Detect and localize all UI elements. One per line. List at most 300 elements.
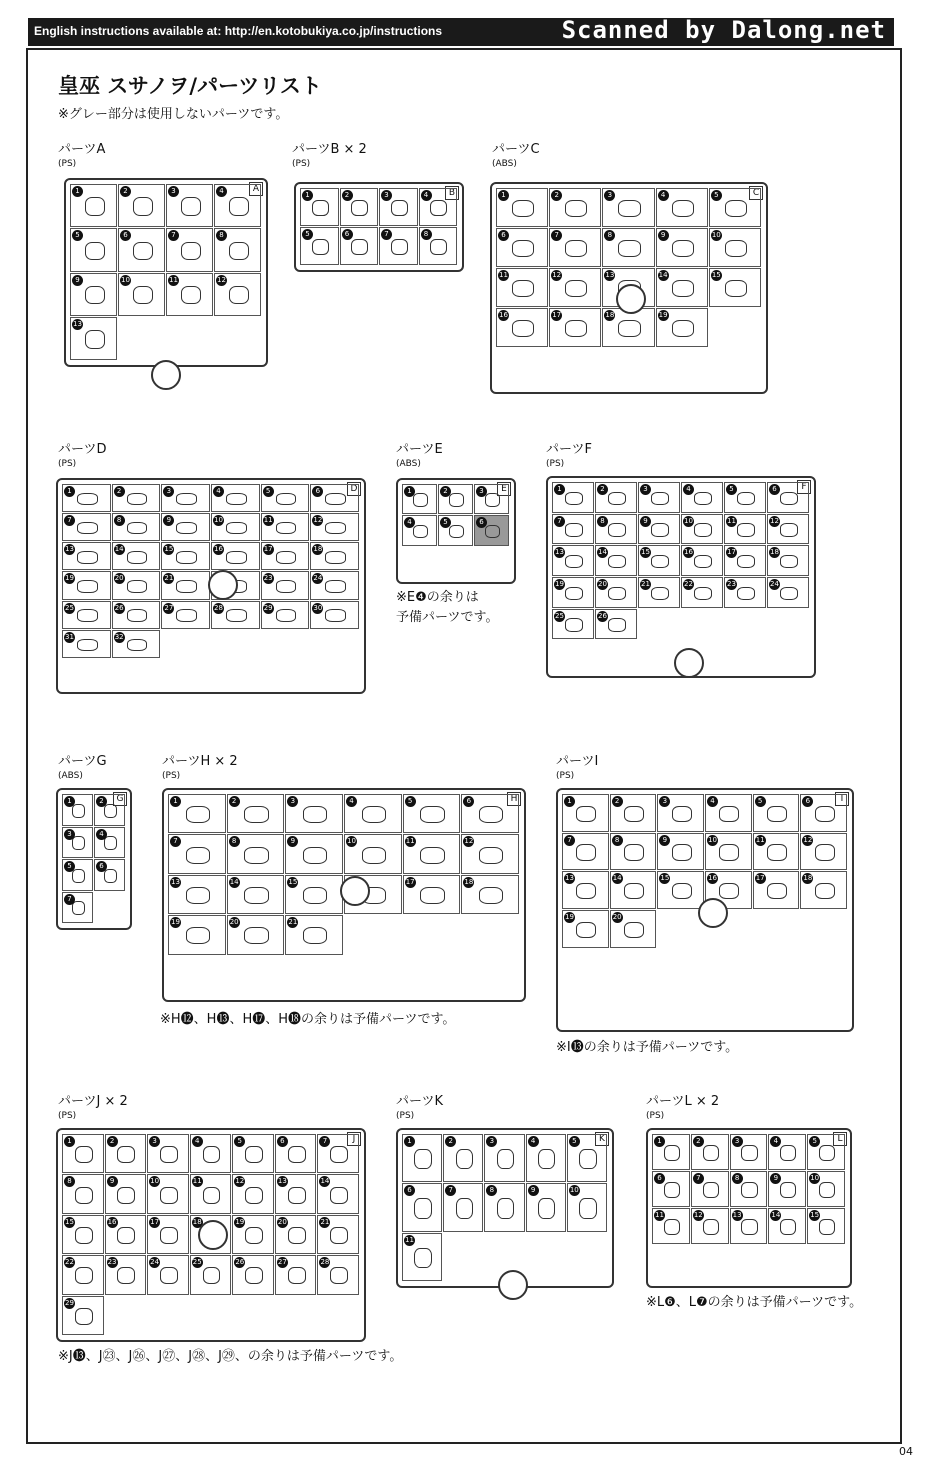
part-cell xyxy=(753,833,800,871)
part-number: 14 xyxy=(114,545,124,554)
part-cell xyxy=(753,794,800,832)
part-cell xyxy=(310,484,359,512)
part-number: 19 xyxy=(555,580,564,588)
part-number: 7 xyxy=(381,229,392,240)
runner-c xyxy=(490,182,768,394)
part-cell xyxy=(112,630,161,658)
part-cell xyxy=(496,308,548,347)
part-shape xyxy=(203,1187,221,1204)
part-number: 10 xyxy=(684,516,693,525)
part-number: 13 xyxy=(732,1211,742,1219)
part-shape xyxy=(77,493,98,505)
part-number: 4 xyxy=(192,1136,203,1147)
part-cell xyxy=(767,545,809,576)
part-shape xyxy=(72,901,86,915)
part-cell xyxy=(227,834,285,873)
part-shape xyxy=(176,493,197,505)
part-number: 7 xyxy=(168,230,179,241)
part-number: 14 xyxy=(320,1177,330,1186)
part-cell xyxy=(310,601,359,629)
part-shape xyxy=(203,1267,221,1284)
part-shape xyxy=(276,609,297,621)
part-number: 18 xyxy=(803,874,813,883)
part-cell xyxy=(261,542,310,570)
part-shape xyxy=(276,551,297,563)
part-number: 1 xyxy=(404,486,415,497)
part-shape xyxy=(512,240,534,257)
part-cell xyxy=(562,833,609,871)
label-parts-k: パーツK (PS) xyxy=(396,1094,444,1121)
label-parts-g: パーツG (ABS) xyxy=(58,754,107,781)
runner-a xyxy=(64,178,268,367)
part-shape xyxy=(565,200,587,217)
part-number: 28 xyxy=(320,1258,330,1267)
part-shape xyxy=(160,1227,178,1244)
part-number: 14 xyxy=(771,1211,781,1219)
part-shape xyxy=(538,1149,555,1170)
part-number: 18 xyxy=(313,545,323,554)
part-number: 5 xyxy=(569,1136,580,1147)
label-parts-f: パーツF (PS) xyxy=(546,442,592,469)
part-number: 2 xyxy=(229,796,240,807)
part-shape xyxy=(72,804,86,818)
part-shape xyxy=(133,242,153,261)
part-cell xyxy=(112,542,161,570)
part-number: 20 xyxy=(229,918,239,927)
part-shape xyxy=(127,551,148,563)
note-parts-i: ※I⓭の余りは予備パーツです。 xyxy=(556,1040,739,1055)
part-shape xyxy=(703,1182,719,1198)
part-cell xyxy=(709,228,761,267)
part-shape xyxy=(819,1219,835,1235)
part-cell xyxy=(62,1174,104,1213)
part-number: 6 xyxy=(654,1173,665,1184)
part-shape xyxy=(819,1145,835,1161)
part-shape xyxy=(456,1149,473,1170)
part-number: 9 xyxy=(528,1185,539,1196)
part-number: 17 xyxy=(552,311,562,319)
part-cell xyxy=(112,484,161,512)
part-shape xyxy=(694,587,712,600)
part-shape xyxy=(181,286,201,305)
part-cell xyxy=(147,1134,189,1173)
part-cell xyxy=(94,827,125,859)
part-shape xyxy=(229,242,249,261)
part-cell xyxy=(753,871,800,909)
part-number: 11 xyxy=(499,271,508,279)
part-shape xyxy=(479,887,503,904)
part-number: 9 xyxy=(640,516,651,527)
part-shape xyxy=(719,806,739,822)
runner-tag-h: H xyxy=(507,792,521,806)
part-number: 10 xyxy=(150,1177,160,1186)
part-number: 15 xyxy=(711,271,721,279)
part-number: 6 xyxy=(769,484,780,495)
part-cell xyxy=(496,188,548,227)
part-number: 1 xyxy=(498,190,509,201)
part-number: 12 xyxy=(770,516,779,525)
part-cell xyxy=(261,513,310,541)
part-number: 2 xyxy=(612,796,623,807)
part-number: 5 xyxy=(711,190,722,201)
part-number: 15 xyxy=(164,545,174,554)
part-cell xyxy=(340,188,379,226)
part-cell xyxy=(275,1215,317,1254)
part-shape xyxy=(737,587,755,600)
part-shape xyxy=(780,1219,796,1235)
runner-gate xyxy=(208,570,238,600)
part-number: 2 xyxy=(440,486,451,497)
part-number: 10 xyxy=(708,835,717,844)
part-shape xyxy=(780,555,798,568)
part-cell xyxy=(310,513,359,541)
runner-j xyxy=(56,1128,366,1342)
part-cell xyxy=(62,827,93,859)
part-number: 7 xyxy=(564,835,575,846)
part-cell xyxy=(602,188,654,227)
part-number: 12 xyxy=(464,837,474,846)
runner-tag-j: J xyxy=(347,1132,361,1146)
part-shape xyxy=(288,1267,306,1284)
part-shape xyxy=(303,806,327,823)
part-cell xyxy=(62,513,111,541)
part-cell xyxy=(227,915,285,954)
part-cell xyxy=(62,571,111,599)
label-parts-a: パーツA (PS) xyxy=(58,142,106,169)
part-shape xyxy=(160,1187,178,1204)
part-shape xyxy=(244,806,268,823)
part-number: 13 xyxy=(605,271,615,279)
part-cell xyxy=(526,1183,566,1231)
part-number: 6 xyxy=(802,796,813,807)
part-cell xyxy=(549,188,601,227)
part-number: 16 xyxy=(214,545,223,554)
part-cell xyxy=(168,915,226,954)
part-cell xyxy=(285,794,343,833)
part-number: 4 xyxy=(404,517,415,528)
part-cell xyxy=(562,871,609,909)
part-shape xyxy=(512,280,534,297)
part-number: 1 xyxy=(404,1136,415,1147)
part-number: 12 xyxy=(313,516,323,525)
part-shape xyxy=(75,1187,93,1204)
part-cell xyxy=(62,794,93,826)
part-number: 2 xyxy=(551,190,562,201)
runner-gate xyxy=(698,898,728,928)
part-cell xyxy=(70,228,117,271)
part-number: 10 xyxy=(121,275,130,284)
part-cell xyxy=(232,1255,274,1294)
part-shape xyxy=(181,242,201,261)
part-number: 22 xyxy=(65,1258,74,1267)
runner-d xyxy=(56,478,366,694)
part-cell xyxy=(549,228,601,267)
part-shape xyxy=(420,806,444,823)
runner-tag-i: I xyxy=(835,792,849,806)
part-shape xyxy=(651,492,669,505)
part-number: 9 xyxy=(72,275,83,286)
part-number: 5 xyxy=(234,1136,245,1147)
part-shape xyxy=(565,320,587,337)
part-cell xyxy=(638,577,680,608)
part-cell xyxy=(62,601,111,629)
part-shape xyxy=(414,1198,431,1219)
part-number: 2 xyxy=(96,796,107,807)
part-number: 9 xyxy=(287,836,298,847)
part-number: 6 xyxy=(96,861,107,872)
part-number: 21 xyxy=(164,574,174,583)
part-number: 12 xyxy=(235,1177,245,1186)
part-shape xyxy=(276,493,297,505)
part-shape xyxy=(351,200,368,216)
part-shape xyxy=(117,1267,135,1284)
part-number: 1 xyxy=(64,1136,75,1147)
part-shape xyxy=(117,1146,135,1163)
part-number: 12 xyxy=(803,835,813,844)
part-shape xyxy=(719,883,739,899)
part-number: 3 xyxy=(476,486,487,497)
part-number: 26 xyxy=(114,603,124,612)
part-number: 18 xyxy=(605,311,615,319)
part-cell xyxy=(610,794,657,832)
part-shape xyxy=(276,580,297,592)
part-shape xyxy=(330,1187,348,1204)
part-shape xyxy=(245,1146,263,1163)
part-cell xyxy=(70,184,117,227)
part-cell xyxy=(610,871,657,909)
part-number: 3 xyxy=(486,1136,497,1147)
part-cell xyxy=(656,268,708,307)
part-cell xyxy=(166,184,213,227)
part-number: 29 xyxy=(65,1298,74,1307)
part-cell xyxy=(261,484,310,512)
part-number: 11 xyxy=(405,1235,414,1244)
runner-tag-g: G xyxy=(113,792,127,806)
part-shape xyxy=(672,883,692,899)
runner-tag-b: B xyxy=(445,186,459,200)
part-number: 3 xyxy=(287,796,298,807)
runner-i xyxy=(556,788,854,1032)
part-shape xyxy=(186,887,210,904)
part-shape xyxy=(312,200,329,216)
part-cell xyxy=(657,871,704,909)
part-number: 8 xyxy=(421,229,432,240)
part-number: 4 xyxy=(346,796,357,807)
part-shape xyxy=(85,197,105,216)
runner-gate xyxy=(340,876,370,906)
part-cell xyxy=(317,1174,359,1213)
part-number: 3 xyxy=(163,486,174,497)
part-shape xyxy=(413,525,428,538)
part-shape xyxy=(618,200,640,217)
part-shape xyxy=(672,806,692,822)
runner-gate xyxy=(616,284,646,314)
part-cell xyxy=(310,542,359,570)
runner-gate xyxy=(498,1270,528,1300)
part-cell xyxy=(730,1171,768,1207)
part-shape xyxy=(77,522,98,534)
part-cell xyxy=(310,571,359,599)
part-cell xyxy=(62,484,111,512)
part-shape xyxy=(780,492,798,505)
part-number: 6 xyxy=(498,230,509,241)
part-cell xyxy=(105,1134,147,1173)
part-shape xyxy=(449,525,464,538)
part-shape xyxy=(565,240,587,257)
part-shape xyxy=(77,580,98,592)
part-number: 8 xyxy=(612,835,623,846)
runner-tag-c: C xyxy=(749,186,763,200)
part-number: 4 xyxy=(683,484,694,495)
part-cell xyxy=(496,228,548,267)
part-shape xyxy=(672,844,692,860)
part-number: 5 xyxy=(755,796,766,807)
label-parts-h: パーツH × 2 (PS) xyxy=(162,754,238,781)
part-shape xyxy=(664,1219,680,1235)
part-shape xyxy=(276,522,297,534)
part-cell xyxy=(70,317,117,360)
part-shape xyxy=(303,927,327,944)
part-number: 20 xyxy=(598,580,607,588)
part-shape xyxy=(127,609,148,621)
part-shape xyxy=(414,1149,431,1170)
part-number: 4 xyxy=(770,1136,781,1147)
part-cell xyxy=(595,609,637,640)
part-shape xyxy=(160,1267,178,1284)
scanner-watermark: Scanned by Dalong.net xyxy=(561,16,886,44)
part-cell xyxy=(691,1171,729,1207)
part-number: 6 xyxy=(277,1136,288,1147)
part-cell xyxy=(275,1134,317,1173)
part-shape xyxy=(624,844,644,860)
label-parts-d: パーツD (PS) xyxy=(58,442,107,469)
part-cell xyxy=(403,875,461,914)
part-cell xyxy=(767,577,809,608)
part-shape xyxy=(414,1248,431,1269)
part-cell xyxy=(285,915,343,954)
part-shape xyxy=(176,580,197,592)
part-number: 10 xyxy=(214,516,223,525)
part-shape xyxy=(77,639,98,651)
part-cell xyxy=(62,1296,104,1335)
part-number: 25 xyxy=(65,603,74,612)
part-number: 3 xyxy=(168,186,179,197)
part-cell xyxy=(227,875,285,914)
part-number: 7 xyxy=(693,1173,704,1184)
part-shape xyxy=(479,847,503,864)
part-cell xyxy=(595,482,637,513)
part-cell xyxy=(602,228,654,267)
part-cell xyxy=(300,227,339,265)
part-shape xyxy=(565,618,583,631)
part-shape xyxy=(565,587,583,600)
part-number: 32 xyxy=(114,632,124,641)
part-number: 8 xyxy=(597,516,608,527)
part-shape xyxy=(133,286,153,305)
part-cell xyxy=(807,1208,845,1244)
part-number: 9 xyxy=(163,515,174,526)
part-number: 5 xyxy=(440,517,451,528)
part-cell xyxy=(800,833,847,871)
part-cell xyxy=(300,188,339,226)
part-cell xyxy=(168,875,226,914)
part-shape xyxy=(186,806,210,823)
part-number: 2 xyxy=(120,186,131,197)
part-cell xyxy=(709,268,761,307)
part-shape xyxy=(479,806,503,823)
part-number: 2 xyxy=(597,484,608,495)
part-number: 16 xyxy=(107,1217,117,1226)
part-number: 11 xyxy=(655,1211,664,1219)
part-shape xyxy=(85,286,105,305)
part-cell xyxy=(691,1208,729,1244)
part-shape xyxy=(651,587,669,600)
part-cell xyxy=(402,1134,442,1182)
note-parts-e: ※E❹の余りは 予備パーツです。 xyxy=(396,590,499,625)
part-shape xyxy=(325,551,346,563)
header-banner xyxy=(28,18,894,46)
instructions-url[interactable]: English instructions available at: http://en.kotobukiya.co.jp/instructions xyxy=(34,24,443,38)
part-cell xyxy=(214,273,261,316)
part-number: 9 xyxy=(659,835,670,846)
part-cell xyxy=(461,834,519,873)
part-number: 19 xyxy=(171,918,180,927)
part-shape xyxy=(72,869,86,883)
part-shape xyxy=(703,1219,719,1235)
part-cell xyxy=(610,833,657,871)
part-shape xyxy=(815,844,835,860)
part-shape xyxy=(117,1227,135,1244)
part-shape xyxy=(244,847,268,864)
note-parts-h: ※H⓬、H⓭、H⓱、H⓲の余りは予備パーツです。 xyxy=(160,1012,456,1027)
part-cell xyxy=(681,514,723,545)
part-shape xyxy=(703,1145,719,1161)
runner-f xyxy=(546,476,816,678)
part-shape xyxy=(330,1227,348,1244)
part-number: 14 xyxy=(229,877,239,886)
part-number: 17 xyxy=(263,545,273,554)
part-cell xyxy=(112,513,161,541)
part-number: 16 xyxy=(708,874,717,883)
part-cell xyxy=(214,228,261,271)
part-cell xyxy=(402,484,437,514)
part-cell xyxy=(403,834,461,873)
part-number: 3 xyxy=(640,484,651,495)
part-shape xyxy=(226,522,247,534)
part-cell xyxy=(656,228,708,267)
part-cell xyxy=(652,1134,690,1170)
part-number: 8 xyxy=(114,515,125,526)
part-cell xyxy=(549,308,601,347)
part-number: 19 xyxy=(658,311,668,319)
part-cell xyxy=(275,1174,317,1213)
part-cell xyxy=(161,542,210,570)
part-cell xyxy=(552,609,594,640)
part-shape xyxy=(512,320,534,337)
grey-parts-note: ※グレー部分は使用しないパーツです。 xyxy=(58,107,289,122)
part-number: 5 xyxy=(405,796,416,807)
part-cell xyxy=(638,482,680,513)
part-shape xyxy=(651,523,669,536)
part-shape xyxy=(497,1149,514,1170)
part-number: 26 xyxy=(235,1258,245,1267)
part-number: 5 xyxy=(72,230,83,241)
part-number: 4 xyxy=(707,796,718,807)
part-number: 2 xyxy=(693,1136,704,1147)
part-number: 2 xyxy=(445,1136,456,1147)
part-cell xyxy=(652,1171,690,1207)
label-parts-e: パーツE (ABS) xyxy=(396,442,443,469)
